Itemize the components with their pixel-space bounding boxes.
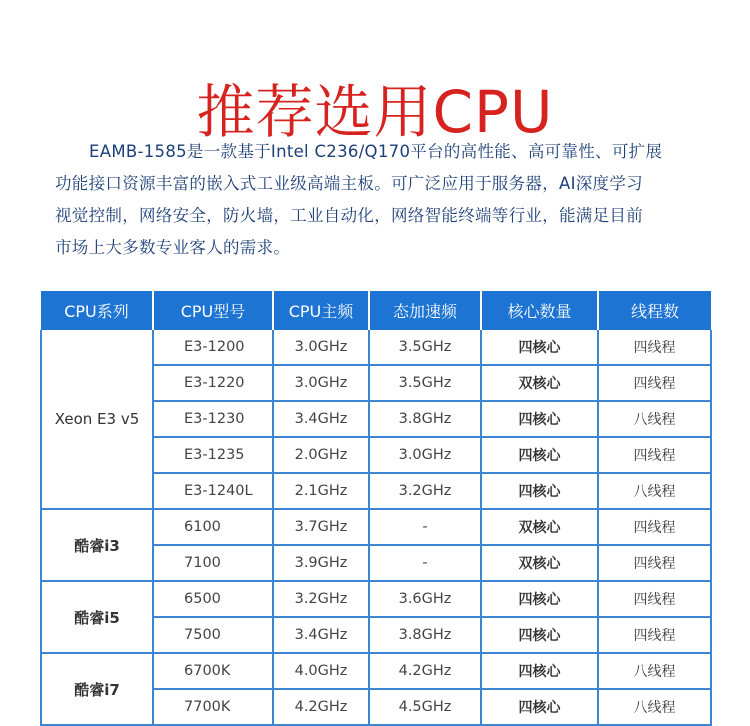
thread-count-cell: 四线程 xyxy=(598,437,711,473)
core-count-cell: 四核心 xyxy=(481,653,598,689)
turbo-frequency-cell: - xyxy=(369,509,481,545)
base-frequency-cell: 3.0GHz xyxy=(273,365,369,401)
core-count-cell: 四核心 xyxy=(481,617,598,653)
thread-count-cell: 四线程 xyxy=(598,365,711,401)
thread-count-cell: 四线程 xyxy=(598,545,711,581)
thread-count-cell: 八线程 xyxy=(598,689,711,725)
thread-count-cell: 八线程 xyxy=(598,401,711,437)
turbo-frequency-cell: 3.0GHz xyxy=(369,437,481,473)
model-cell: E3-1200 xyxy=(153,330,273,365)
header-thread-count: 线程数 xyxy=(598,291,711,330)
core-count-cell: 四核心 xyxy=(481,473,598,509)
turbo-frequency-cell: 4.2GHz xyxy=(369,653,481,689)
core-count-cell: 双核心 xyxy=(481,509,598,545)
turbo-frequency-cell: 3.2GHz xyxy=(369,473,481,509)
base-frequency-cell: 2.0GHz xyxy=(273,437,369,473)
model-cell: 7700K xyxy=(153,689,273,725)
intro-line: 市场上大多数专业客人的需求。 xyxy=(55,238,291,257)
core-count-cell: 四核心 xyxy=(481,330,598,365)
table-row xyxy=(41,330,711,365)
model-cell: 7500 xyxy=(153,617,273,653)
base-frequency-cell: 4.2GHz xyxy=(273,689,369,725)
header-base-frequency: CPU主频 xyxy=(273,291,369,330)
turbo-frequency-cell: 3.6GHz xyxy=(369,581,481,617)
thread-count-cell: 四线程 xyxy=(598,509,711,545)
model-cell: E3-1235 xyxy=(153,437,273,473)
thread-count-cell: 四线程 xyxy=(598,617,711,653)
table-row xyxy=(41,653,711,689)
intro-line: 视觉控制，网络安全，防火墙，工业自动化，网络智能终端等行业，能满足目前 xyxy=(55,206,643,225)
cpu-spec-table xyxy=(40,291,712,726)
model-cell: E3-1230 xyxy=(153,401,273,437)
series-cell: 酷睿i7 xyxy=(41,653,153,725)
header-cpu-model: CPU型号 xyxy=(153,291,273,330)
base-frequency-cell: 3.4GHz xyxy=(273,401,369,437)
header-turbo-frequency: 态加速频 xyxy=(369,291,481,330)
thread-count-cell: 四线程 xyxy=(598,330,711,365)
model-cell: E3-1220 xyxy=(153,365,273,401)
turbo-frequency-cell: 3.5GHz xyxy=(369,330,481,365)
base-frequency-cell: 4.0GHz xyxy=(273,653,369,689)
core-count-cell: 四核心 xyxy=(481,581,598,617)
table-row xyxy=(41,509,711,545)
turbo-frequency-cell: 4.5GHz xyxy=(369,689,481,725)
model-cell: 6500 xyxy=(153,581,273,617)
base-frequency-cell: 3.7GHz xyxy=(273,509,369,545)
core-count-cell: 四核心 xyxy=(481,401,598,437)
page-title: 推荐选用CPU xyxy=(196,77,554,146)
table-header-row xyxy=(41,291,711,330)
turbo-frequency-cell: 3.8GHz xyxy=(369,401,481,437)
series-cell: 酷睿i3 xyxy=(41,509,153,581)
base-frequency-cell: 3.0GHz xyxy=(273,330,369,365)
model-cell: 6700K xyxy=(153,653,273,689)
core-count-cell: 双核心 xyxy=(481,365,598,401)
model-cell: E3-1240L xyxy=(153,473,273,509)
thread-count-cell: 八线程 xyxy=(598,473,711,509)
base-frequency-cell: 2.1GHz xyxy=(273,473,369,509)
intro-paragraph xyxy=(55,136,695,264)
core-count-cell: 双核心 xyxy=(481,545,598,581)
intro-line: 功能接口资源丰富的嵌入式工业级高端主板。可广泛应用于服务器，AI深度学习 xyxy=(55,174,643,193)
model-cell: 7100 xyxy=(153,545,273,581)
turbo-frequency-cell: 3.8GHz xyxy=(369,617,481,653)
series-cell: Xeon E3 v5 xyxy=(41,330,153,509)
header-cpu-series: CPU系列 xyxy=(41,291,153,330)
thread-count-cell: 四线程 xyxy=(598,581,711,617)
base-frequency-cell: 3.2GHz xyxy=(273,581,369,617)
turbo-frequency-cell: 3.5GHz xyxy=(369,365,481,401)
model-cell: 6100 xyxy=(153,509,273,545)
header-core-count: 核心数量 xyxy=(481,291,598,330)
turbo-frequency-cell: - xyxy=(369,545,481,581)
thread-count-cell: 八线程 xyxy=(598,653,711,689)
base-frequency-cell: 3.4GHz xyxy=(273,617,369,653)
table-row xyxy=(41,581,711,617)
series-cell: 酷睿i5 xyxy=(41,581,153,653)
core-count-cell: 四核心 xyxy=(481,437,598,473)
base-frequency-cell: 3.9GHz xyxy=(273,545,369,581)
intro-line: EAMB-1585是一款基于Intel C236/Q170平台的高性能、高可靠性、可扩展 xyxy=(89,142,663,161)
core-count-cell: 四核心 xyxy=(481,689,598,725)
